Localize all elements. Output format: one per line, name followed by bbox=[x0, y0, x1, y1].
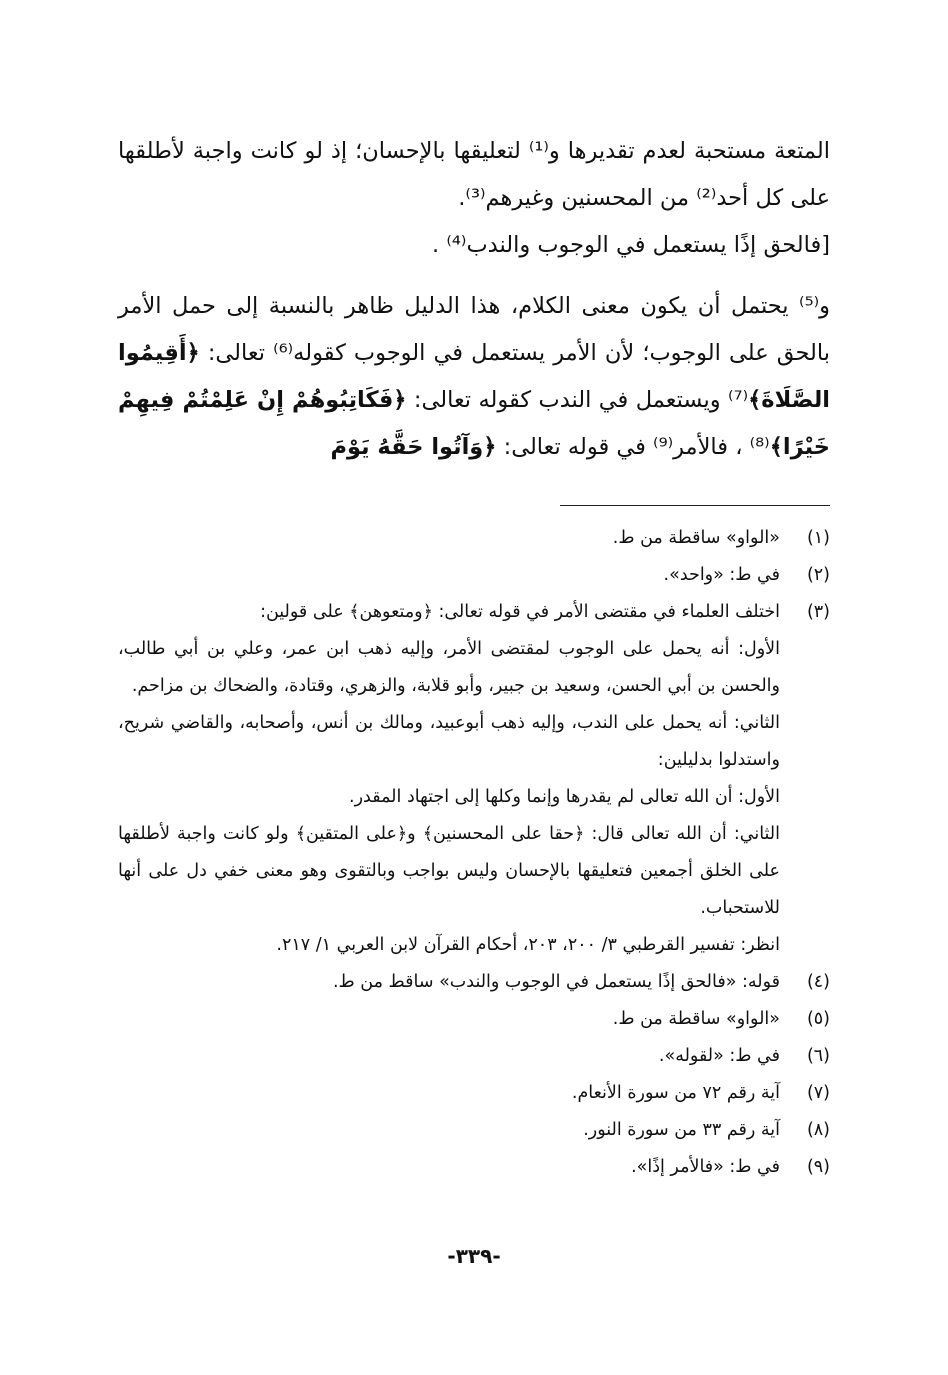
footnote-text: في ط: «لقوله». bbox=[658, 1046, 780, 1066]
footnote-text: «الواو» ساقطة من ط. bbox=[612, 1009, 780, 1029]
paragraph-3 bbox=[118, 283, 830, 471]
footnote-number: (٦) bbox=[806, 1046, 830, 1066]
footnote-3 bbox=[118, 594, 830, 631]
footnote-3-reference bbox=[118, 927, 830, 964]
footnote-5 bbox=[118, 1001, 830, 1038]
footnote-number bbox=[780, 705, 830, 779]
footnote-number: (٨) bbox=[806, 1120, 830, 1140]
footnote-9 bbox=[118, 1149, 830, 1186]
footnote-number: (٣) bbox=[806, 602, 830, 622]
paragraph-1: المتعة مستحبة لعدم تقديرها و⁽¹⁾ لتعليقها بالإحسان؛ إذ لو كانت واجبة لأطلقها على كل أحد⁽²⁾ من المحسنين وغيرهم⁽³⁾. bbox=[118, 138, 831, 211]
paragraph-3-part-b: ⁽⁷⁾ ويستعمل في الندب كقوله تعالى: bbox=[406, 387, 749, 413]
footnote-text: «الواو» ساقطة من ط. bbox=[612, 528, 780, 548]
quran-verse-2: ﴿فَكَاتِبُوهُمْ إِنْ عَلِمْتُمْ فِيهِمْ خَيْرًا﴾ bbox=[118, 387, 830, 460]
footnote-6 bbox=[118, 1038, 830, 1075]
footnote-3-second-opinion bbox=[118, 705, 830, 779]
footnote-text: الأول: أن الله تعالى لم يقدرها وإنما وكلها إلى اجتهاد المقدر. bbox=[349, 787, 780, 807]
footnote-number bbox=[780, 816, 830, 927]
footnote-2 bbox=[118, 557, 830, 594]
footnote-3-first-opinion bbox=[118, 631, 830, 705]
footnote-number bbox=[780, 927, 830, 964]
footnote-text: الثاني: أنه يحمل على الندب، وإليه ذهب أبوعبيد، ومالك بن أنس، وأصحابه، والقاضي شريح، واستدلوا بدليلين: bbox=[118, 713, 780, 770]
quran-verse-1: ﴿أَقِيمُوا الصَّلَاةَ﴾ bbox=[118, 340, 830, 413]
footnote-1 bbox=[118, 520, 830, 557]
paragraph-3-part-c: ⁽⁸⁾ ، فالأمر⁽⁹⁾ في قوله تعالى: bbox=[496, 434, 770, 460]
quran-verse-3: ﴿وَآتُوا حَقَّهُ يَوْمَ bbox=[330, 434, 497, 460]
footnote-8 bbox=[118, 1112, 830, 1149]
footnote-4 bbox=[118, 964, 830, 1001]
paragraph-3-part-a: و⁽⁵⁾ يحتمل أن يكون معنى الكلام، هذا الدليل ظاهر بالنسبة إلى حمل الأمر بالحق على الوجوب؛ لأن الأمر يستعمل في الوجوب كقوله⁽⁶⁾ تعالى: bbox=[118, 293, 831, 366]
footnote-text: في ط: «واحد». bbox=[663, 565, 780, 585]
footnote-number bbox=[780, 779, 830, 816]
footnote-text: في ط: «فالأمر إذًا». bbox=[631, 1157, 780, 1177]
footnote-text: آية رقم ٧٢ من سورة الأنعام. bbox=[571, 1083, 780, 1103]
footnotes bbox=[118, 520, 830, 1186]
footnote-number: (١) bbox=[806, 528, 830, 548]
footnote-divider bbox=[560, 505, 830, 506]
footnote-number: (٩) bbox=[806, 1157, 830, 1177]
footnote-text: الأول: أنه يحمل على الوجوب لمقتضى الأمر، وإليه ذهب ابن عمر، وعلي بن أبي طالب، والحسن بن أبي الحسن، وسعيد بن جبير، وأبو قلابة، والزهري، وقتادة، والضحاك بن مزاحم. bbox=[118, 639, 780, 696]
footnote-text: آية رقم ٣٣ من سورة النور. bbox=[583, 1120, 780, 1140]
footnote-number: (٢) bbox=[806, 565, 830, 585]
footnote-number: (٧) bbox=[806, 1083, 830, 1103]
footnote-text: اختلف العلماء في مقتضى الأمر في قوله تعالى: ﴿ومتعوهن﴾ على قولين: bbox=[260, 602, 780, 622]
footnote-3-evidence-2 bbox=[118, 816, 830, 927]
page-number: -٣٣٩- bbox=[447, 1244, 501, 1268]
paragraph-2: [فالحق إذًا يستعمل في الوجوب والندب⁽⁴⁾ . bbox=[432, 232, 830, 258]
footnote-number: (٥) bbox=[806, 1009, 830, 1029]
main-text bbox=[118, 128, 830, 471]
footnote-number bbox=[780, 631, 830, 705]
footnote-7 bbox=[118, 1075, 830, 1112]
footnote-text: انظر: تفسير القرطبي ٣/ ٢٠٠، ٢٠٣، أحكام القرآن لابن العربي ١/ ٢١٧. bbox=[276, 935, 780, 955]
footnote-text: قوله: «فالحق إذًا يستعمل في الوجوب والندب» ساقط من ط. bbox=[332, 972, 780, 992]
footnote-3-evidence-1 bbox=[118, 779, 830, 816]
footnote-text: الثاني: أن الله تعالى قال: ﴿حقا على المحسنين﴾ و﴿على المتقين﴾ ولو كانت واجبة لأطلقها على الخلق أجمعين فتعليقها بالإحسان وليس بواجب وبالتقوى وهو معنى خفي دل على أنها للاستحباب. bbox=[118, 824, 780, 918]
footnote-number: (٤) bbox=[806, 972, 830, 992]
